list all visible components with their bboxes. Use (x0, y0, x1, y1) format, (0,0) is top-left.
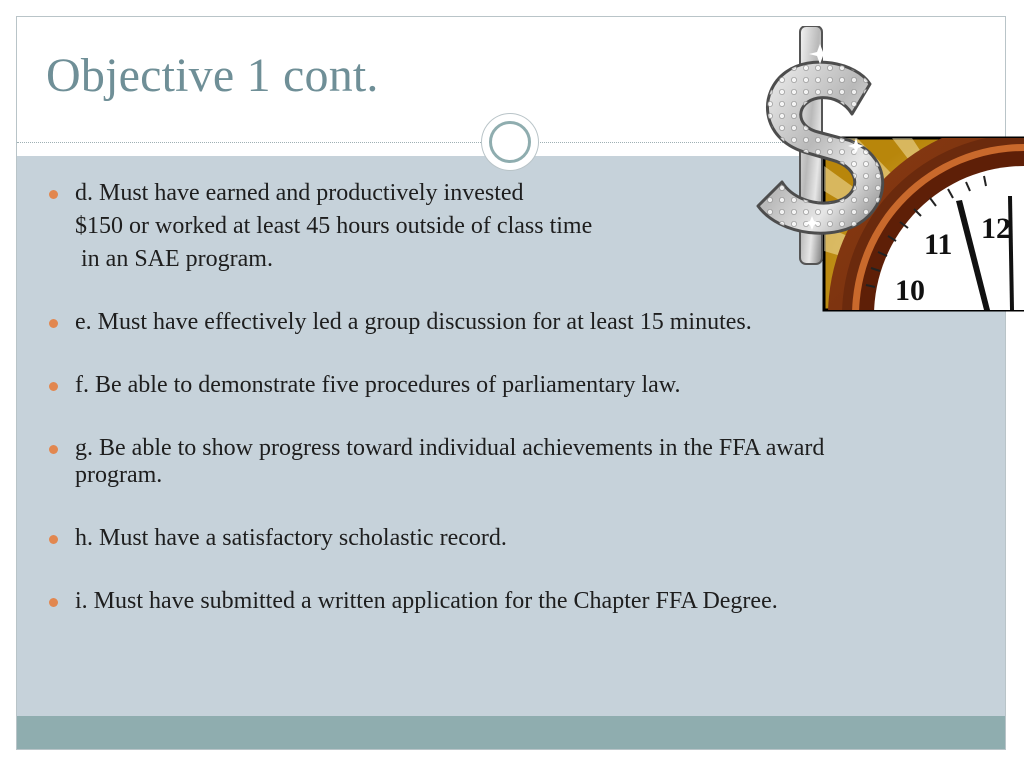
slide-title: Objective 1 cont. (46, 49, 379, 102)
bullet-i-text: i. Must have submitted a written application for the Chapter FFA Degree. (75, 588, 778, 614)
bullet-marker (49, 190, 58, 199)
bullet-item-f (46, 372, 876, 399)
bullet-h-text: h. Must have a satisfactory scholastic record. (75, 525, 507, 551)
clock-number-12: 12 (981, 212, 1011, 245)
bullet-d-line-2: $150 or worked at least 45 hours outside of class time (75, 213, 593, 239)
bullet-d-line-3: in an SAE program. (81, 246, 273, 272)
bullet-f-text: f. Be able to demonstrate five procedures of parliamentary law. (75, 372, 681, 398)
bullet-marker (49, 445, 58, 454)
clock-number-11: 11 (924, 228, 953, 261)
bullet-item-g (46, 435, 876, 489)
bullet-item-e (46, 309, 876, 336)
bullet-item-h (46, 525, 876, 552)
clock-number-10: 10 (895, 274, 925, 307)
bullet-marker (49, 319, 58, 328)
bullet-marker (49, 598, 58, 607)
footer-band (17, 716, 1005, 749)
bullet-marker (49, 535, 58, 544)
money-clock-clipart (752, 26, 1024, 312)
bullet-marker (49, 382, 58, 391)
bullet-g-text: g. Be able to show progress toward individual achievements in the FFA award program. (75, 435, 825, 488)
bullet-d-line-1: d. Must have earned and productively invested (75, 180, 524, 206)
ring-ornament (482, 114, 538, 170)
bullet-e-text: e. Must have effectively led a group discussion for at least 15 minutes. (75, 309, 752, 335)
bullet-item-i (46, 588, 876, 615)
